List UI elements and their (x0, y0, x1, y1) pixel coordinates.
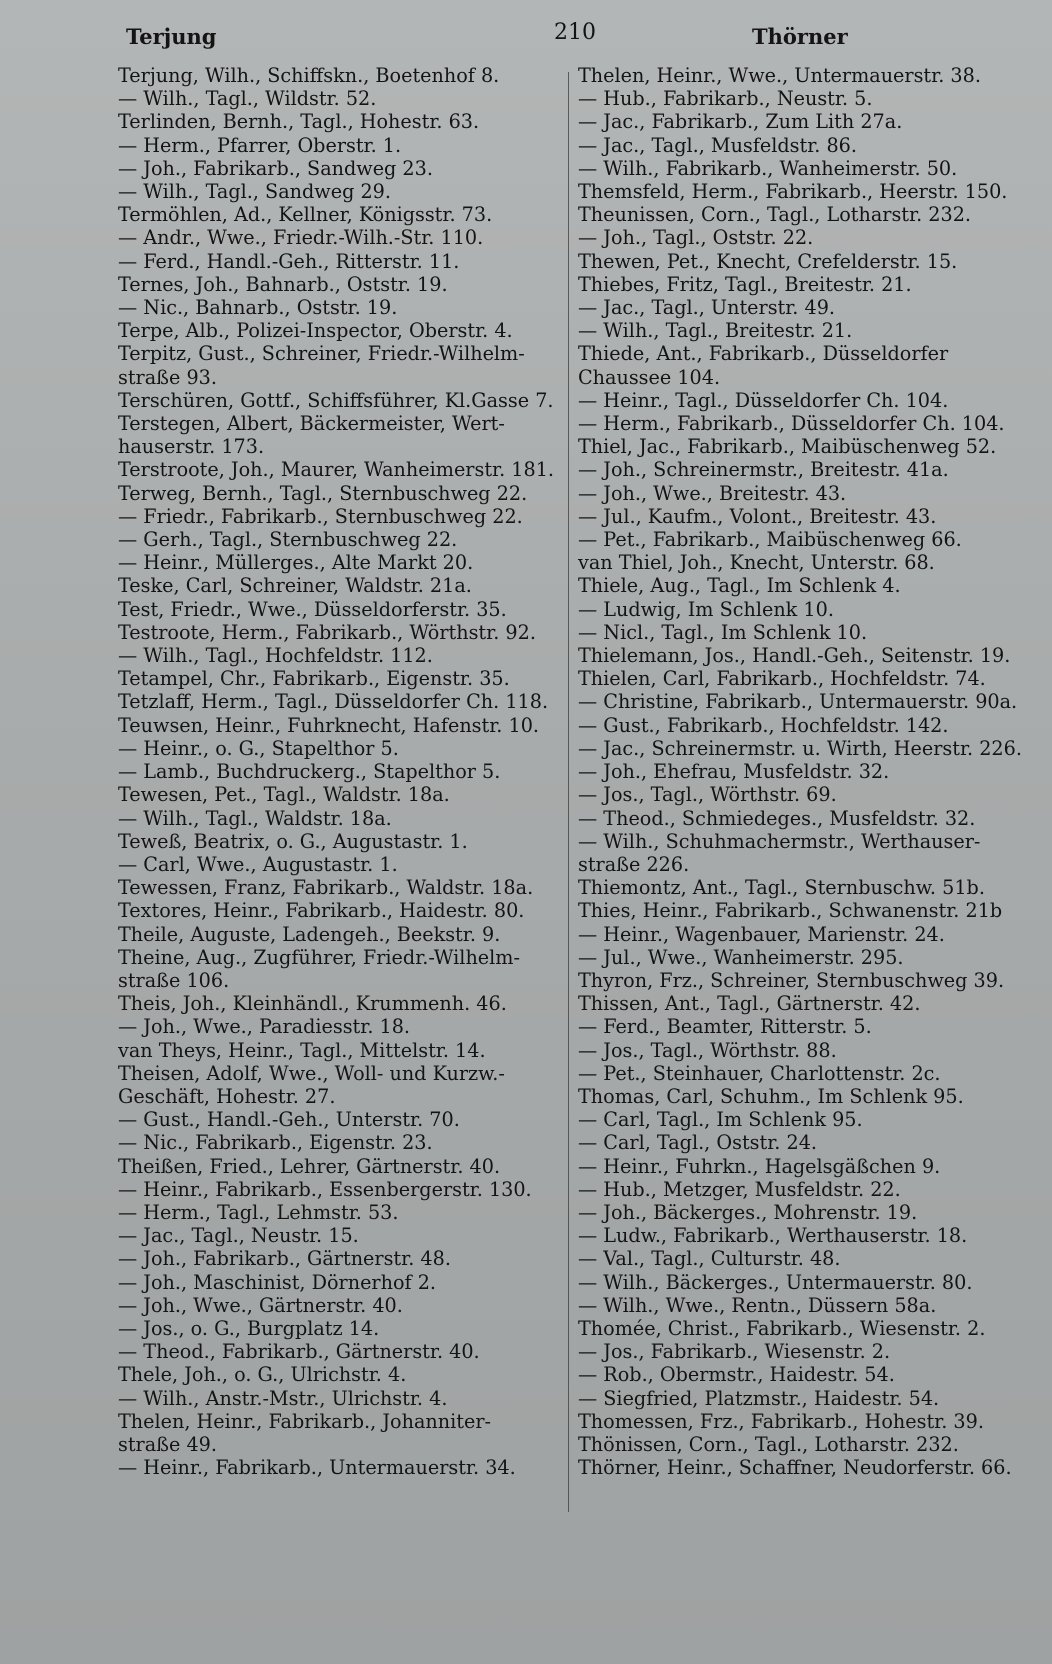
directory-entry-line: Thelen, Heinr., Fabrikarb., Johanniter- (118, 1409, 491, 1433)
directory-entry-line: Theile, Auguste, Ladengeh., Beekstr. 9. (118, 922, 501, 946)
directory-entry-line: — Joh., Wwe., Breitestr. 43. (578, 481, 847, 505)
directory-entry-line: — Carl, Wwe., Augustastr. 1. (118, 852, 398, 876)
directory-entry-line: Thönissen, Corn., Tagl., Lotharstr. 232. (578, 1432, 959, 1456)
directory-entry-line: straße 106. (118, 968, 230, 992)
directory-entry-line: — Heinr., Fuhrkn., Hagelsgäßchen 9. (578, 1154, 941, 1178)
directory-entry-line: — Wilh., Schuhmachermstr., Werthauser- (578, 829, 981, 853)
directory-entry-line: — Ferd., Beamter, Ritterstr. 5. (578, 1015, 872, 1039)
directory-entry-line: — Nicl., Tagl., Im Schlenk 10. (578, 620, 868, 644)
directory-entry-line: van Thiel, Joh., Knecht, Unterstr. 68. (578, 551, 935, 575)
directory-entry-line: Teuwsen, Heinr., Fuhrknecht, Hafenstr. 10. (118, 713, 540, 737)
directory-entry-line: — Nic., Bahnarb., Oststr. 19. (118, 296, 398, 320)
directory-entry-line: — Herm., Fabrikarb., Düsseldorfer Ch. 104. (578, 412, 1005, 436)
directory-entry-line: — Joh., Bäckerges., Mohrenstr. 19. (578, 1200, 918, 1224)
directory-entry-line: — Heinr., Tagl., Düsseldorfer Ch. 104. (578, 388, 949, 412)
directory-entry-line: — Joh., Ehefrau, Musfeldstr. 32. (578, 760, 890, 784)
directory-entry-line: — Joh., Fabrikarb., Gärtnerstr. 48. (118, 1247, 451, 1271)
page-number: 210 (554, 20, 596, 45)
directory-entry-line: — Hub., Metzger, Musfeldstr. 22. (578, 1177, 901, 1201)
directory-entry-line: Chaussee 104. (578, 365, 721, 389)
directory-entry-line: — Jac., Schreinermstr. u. Wirth, Heerstr. 226. (578, 736, 1022, 760)
directory-entry-line: Geschäft, Hohestr. 27. (118, 1084, 336, 1108)
column-divider (568, 72, 569, 1512)
directory-entry-line: Terjung, Wilh., Schiffskn., Boetenhof 8. (118, 64, 500, 87)
directory-entry-line: — Pet., Steinhauer, Charlottenstr. 2c. (578, 1061, 941, 1085)
directory-entry-line: — Jos., Tagl., Wörthstr. 88. (578, 1038, 837, 1062)
directory-entry-line: hauserstr. 173. (118, 435, 265, 459)
directory-entry-line: Terpitz, Gust., Schreiner, Friedr.-Wilhelm- (118, 342, 525, 366)
directory-entry-line: — Rob., Obermstr., Haidestr. 54. (578, 1363, 895, 1387)
directory-entry-line: Testroote, Herm., Fabrikarb., Wörthstr. 92. (118, 620, 536, 644)
left-column (118, 64, 558, 1479)
directory-entry-line: Tetampel, Chr., Fabrikarb., Eigenstr. 35. (118, 667, 510, 691)
directory-entry-line: — Heinr., Wagenbauer, Marienstr. 24. (578, 922, 945, 946)
directory-entry-line: — Carl, Tagl., Oststr. 24. (578, 1131, 817, 1155)
directory-entry-line: Thomessen, Frz., Fabrikarb., Hohestr. 39. (578, 1409, 984, 1433)
directory-entry-line: Theunissen, Corn., Tagl., Lotharstr. 232. (578, 203, 972, 227)
directory-entry-line: — Ludw., Fabrikarb., Werthauserstr. 18. (578, 1224, 968, 1248)
directory-entry-line: — Hub., Fabrikarb., Neustr. 5. (578, 87, 873, 111)
directory-entry-line: Theis, Joh., Kleinhändl., Krummenh. 46. (118, 992, 507, 1016)
directory-entry-line: Terschüren, Gottf., Schiffsführer, Kl.Gasse 7. (118, 388, 554, 412)
directory-entry-line: — Ludwig, Im Schlenk 10. (578, 597, 834, 621)
directory-entry-line: Thiele, Aug., Tagl., Im Schlenk 4. (578, 574, 901, 598)
directory-entry-line: Thissen, Ant., Tagl., Gärtnerstr. 42. (578, 992, 921, 1016)
directory-entry-line: Thomas, Carl, Schuhm., Im Schlenk 95. (578, 1084, 964, 1108)
directory-entry-line: — Gust., Handl.-Geh., Unterstr. 70. (118, 1108, 460, 1132)
directory-entry-line: — Jos., o. G., Burgplatz 14. (118, 1316, 380, 1340)
directory-entry-line: Thelen, Heinr., Wwe., Untermauerstr. 38. (578, 64, 981, 87)
directory-entry-line: Themsfeld, Herm., Fabrikarb., Heerstr. 150. (578, 180, 1008, 204)
directory-entry-line: Ternes, Joh., Bahnarb., Oststr. 19. (118, 272, 448, 296)
header-first-entry: Terjung (126, 24, 217, 49)
directory-entry-line: — Wilh., Wwe., Rentn., Düssern 58a. (578, 1293, 937, 1317)
directory-entry-line: Thiemontz, Ant., Tagl., Sternbuschw. 51b. (578, 876, 985, 900)
directory-entry-line: Theißen, Fried., Lehrer, Gärtnerstr. 40. (118, 1154, 501, 1178)
directory-entry-line: Terstegen, Albert, Bäckermeister, Wert- (118, 412, 505, 436)
directory-entry-line: — Wilh., Tagl., Breitestr. 21. (578, 319, 853, 343)
directory-entry-line: Theine, Aug., Zugführer, Friedr.-Wilhelm- (118, 945, 520, 969)
directory-entry-line: — Joh., Wwe., Paradiesstr. 18. (118, 1015, 411, 1039)
directory-entry-line: — Wilh., Fabrikarb., Wanheimerstr. 50. (578, 156, 958, 180)
directory-entry-line: — Herm., Tagl., Lehmstr. 53. (118, 1200, 399, 1224)
directory-entry-line: straße 226. (578, 852, 690, 876)
directory-entry-line: — Pet., Fabrikarb., Maibüschenweg 66. (578, 528, 962, 552)
directory-entry-line: Terpe, Alb., Polizei-Inspector, Oberstr. 4. (118, 319, 513, 343)
directory-entry-line: — Wilh., Tagl., Waldstr. 18a. (118, 806, 392, 830)
directory-entry-line: — Christine, Fabrikarb., Untermauerstr. 90a. (578, 690, 1018, 714)
directory-entry-line: Tewesen, Pet., Tagl., Waldstr. 18a. (118, 783, 450, 807)
directory-entry-line: — Herm., Pfarrer, Oberstr. 1. (118, 133, 402, 157)
directory-entry-line: Thielemann, Jos., Handl.-Geh., Seitenstr. 19. (578, 644, 1011, 668)
directory-entry-line: — Jos., Fabrikarb., Wiesenstr. 2. (578, 1340, 891, 1364)
right-column (578, 64, 1022, 1480)
directory-entry-line: Thyron, Frz., Schreiner, Sternbuschweg 39. (578, 968, 1005, 992)
directory-entry-line: — Joh., Wwe., Gärtnerstr. 40. (118, 1293, 403, 1317)
directory-entry-line: — Carl, Tagl., Im Schlenk 95. (578, 1108, 863, 1132)
directory-entry-line: — Jac., Tagl., Unterstr. 49. (578, 296, 836, 320)
directory-entry-line: Teske, Carl, Schreiner, Waldstr. 21a. (118, 574, 472, 598)
directory-entry-line: — Wilh., Tagl., Wildstr. 52. (118, 87, 377, 111)
directory-entry-line: — Joh., Fabrikarb., Sandweg 23. (118, 156, 433, 180)
directory-entry-line: — Joh., Schreinermstr., Breitestr. 41a. (578, 458, 949, 482)
directory-entry-line: — Jul., Kaufm., Volont., Breitestr. 43. (578, 504, 937, 528)
directory-entry-line: — Siegfried, Platzmstr., Haidestr. 54. (578, 1386, 940, 1410)
directory-entry-line: — Heinr., Müllerges., Alte Markt 20. (118, 551, 474, 575)
directory-entry-line: Theisen, Adolf, Wwe., Woll- und Kurzw.- (118, 1061, 505, 1085)
directory-entry-line: — Wilh., Bäckerges., Untermauerstr. 80. (578, 1270, 973, 1294)
directory-entry-line: Textores, Heinr., Fabrikarb., Haidestr. 80. (118, 899, 525, 923)
directory-entry-line: — Jac., Tagl., Musfeldstr. 86. (578, 133, 857, 157)
directory-entry-line: — Jos., Tagl., Wörthstr. 69. (578, 783, 837, 807)
directory-entry-line: — Jac., Fabrikarb., Zum Lith 27a. (578, 110, 903, 134)
directory-entry-line: Thies, Heinr., Fabrikarb., Schwanenstr. 21b (578, 899, 1003, 923)
directory-entry-line: — Friedr., Fabrikarb., Sternbuschweg 22. (118, 504, 523, 528)
directory-entry-line: Terweg, Bernh., Tagl., Sternbuschweg 22. (118, 481, 528, 505)
directory-entry-line: — Jac., Tagl., Neustr. 15. (118, 1224, 359, 1248)
directory-entry-line: — Wilh., Tagl., Hochfeldstr. 112. (118, 644, 433, 668)
directory-entry-line: Thele, Joh., o. G., Ulrichstr. 4. (118, 1363, 407, 1387)
directory-entry-line: — Joh., Tagl., Oststr. 22. (578, 226, 814, 250)
directory-entry-line: straße 49. (118, 1432, 217, 1456)
header-last-entry: Thörner (752, 24, 848, 49)
directory-entry-line: Terlinden, Bernh., Tagl., Hohestr. 63. (118, 110, 480, 134)
directory-entry-line: Thiede, Ant., Fabrikarb., Düsseldorfer (578, 342, 949, 366)
directory-entry-line: Thörner, Heinr., Schaffner, Neudorferstr. 66. (578, 1456, 1012, 1480)
directory-entry-line: Thewen, Pet., Knecht, Crefelderstr. 15. (578, 249, 958, 273)
directory-entry-line: — Andr., Wwe., Friedr.-Wilh.-Str. 110. (118, 226, 484, 250)
directory-entry-line: — Joh., Maschinist, Dörnerhof 2. (118, 1270, 437, 1294)
directory-entry-line: — Nic., Fabrikarb., Eigenstr. 23. (118, 1131, 433, 1155)
directory-entry-line: Thiebes, Fritz, Tagl., Breitestr. 21. (578, 272, 912, 296)
directory-entry-line: — Heinr., Fabrikarb., Untermauerstr. 34. (118, 1456, 516, 1480)
directory-entry-line: Test, Friedr., Wwe., Düsseldorferstr. 35. (118, 597, 507, 621)
directory-entry-line: — Heinr., o. G., Stapelthor 5. (118, 736, 399, 760)
directory-entry-line: — Theod., Fabrikarb., Gärtnerstr. 40. (118, 1340, 480, 1364)
directory-entry-line: — Wilh., Anstr.-Mstr., Ulrichstr. 4. (118, 1386, 448, 1410)
directory-entry-line: — Ferd., Handl.-Geh., Ritterstr. 11. (118, 249, 460, 273)
directory-entry-line: — Lamb., Buchdruckerg., Stapelthor 5. (118, 760, 501, 784)
directory-entry-line: — Gerh., Tagl., Sternbuschweg 22. (118, 528, 458, 552)
directory-entry-line: Thomée, Christ., Fabrikarb., Wiesenstr. 2. (578, 1316, 986, 1340)
directory-entry-line: Thiel, Jac., Fabrikarb., Maibüschenweg 52. (578, 435, 997, 459)
directory-entry-line: Termöhlen, Ad., Kellner, Königsstr. 73. (118, 203, 493, 227)
page-header (112, 18, 1012, 58)
directory-entry-line: — Jul., Wwe., Wanheimerstr. 295. (578, 945, 904, 969)
directory-entry-line: straße 93. (118, 365, 217, 389)
directory-entry-line: van Theys, Heinr., Tagl., Mittelstr. 14. (118, 1038, 486, 1062)
directory-entry-line: Tewessen, Franz, Fabrikarb., Waldstr. 18a. (118, 876, 534, 900)
directory-entry-line: — Gust., Fabrikarb., Hochfeldstr. 142. (578, 713, 949, 737)
directory-entry-line: Teweß, Beatrix, o. G., Augustastr. 1. (118, 829, 468, 853)
directory-entry-line: — Theod., Schmiedeges., Musfeldstr. 32. (578, 806, 976, 830)
directory-entry-line: — Val., Tagl., Culturstr. 48. (578, 1247, 841, 1271)
directory-entry-line: — Heinr., Fabrikarb., Essenbergerstr. 130. (118, 1177, 532, 1201)
directory-entry-line: Tetzlaff, Herm., Tagl., Düsseldorfer Ch. 118. (118, 690, 549, 714)
directory-entry-line: Thielen, Carl, Fabrikarb., Hochfeldstr. 74. (578, 667, 986, 691)
directory-entry-line: Terstroote, Joh., Maurer, Wanheimerstr. 181. (118, 458, 555, 482)
directory-entry-line: — Wilh., Tagl., Sandweg 29. (118, 180, 391, 204)
